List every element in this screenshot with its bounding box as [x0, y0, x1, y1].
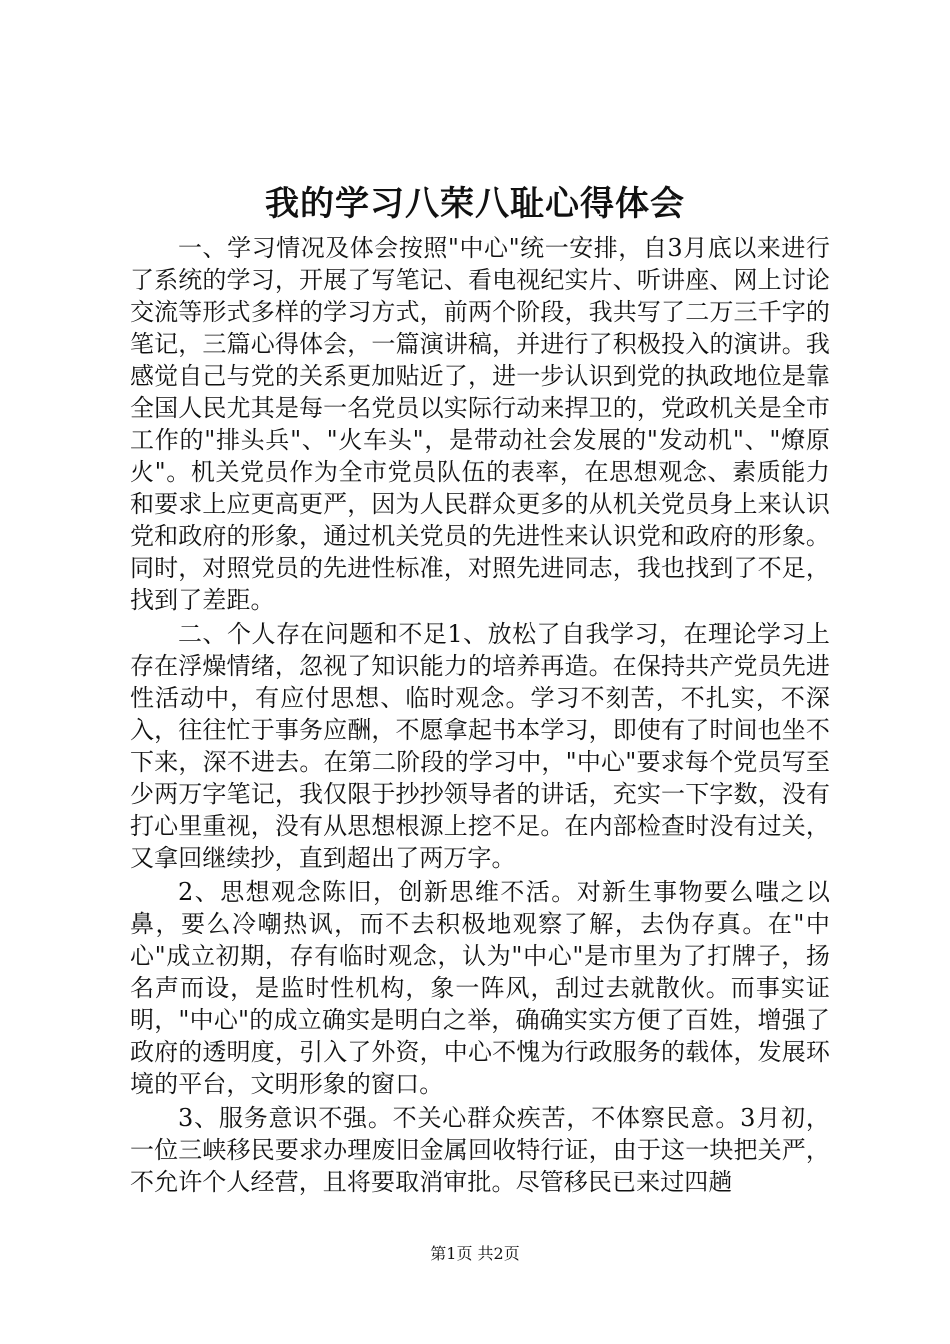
- page-number-footer: 第1页 共2页: [430, 1244, 520, 1263]
- document-body: [130, 232, 830, 1198]
- paragraph-service-awareness: 3、服务意识不强。不关心群众疾苦，不体察民意。3月初，一位三峡移民要求办理废旧金属回收特行证，由于这一块把关严，不允许个人经营，且将要取消审批。尽管移民已来过四趟: [130, 1104, 830, 1196]
- paragraph-outdated-thinking: 2、思想观念陈旧，创新思维不活。对新生事物要么嗤之以鼻，要么冷嘲热讽，而不去积极地观察了解，去伪存真。在"中心"成立初期，存有临时观念，认为"中心"是市里为了打牌子，扬名声而设，是监时性机构，象一阵风，刮过去就散伙。而事实证明，"中心"的成立确实是明白之举，确确实实方便了百姓，增强了政府的透明度，引入了外资，中心不愧为行政服务的载体，发展环境的平台，文明形象的窗口。: [130, 878, 830, 1098]
- paragraph-problems-shortcomings: 二、个人存在问题和不足1、放松了自我学习，在理论学习上存在浮燥情绪，忽视了知识能力的培养再造。在保持共产党员先进性活动中，有应付思想、临时观念。学习不刻苦，不扎实，不深入，往往忙于事务应酬，不愿拿起书本学习，即使有了时间也坐不下来，深不进去。在第二阶段的学习中，"中心"要求每个党员写至少两万字笔记，我仅限于抄抄领导者的讲话，充实一下字数，没有打心里重视，没有从思想根源上挖不足。在内部检查时没有过关，又拿回继续抄，直到超出了两万字。: [130, 620, 830, 872]
- document-title: 我的学习八荣八耻心得体会: [265, 184, 685, 224]
- paragraph-study-experience: 一、学习情况及体会按照"中心"统一安排，自3月底以来进行了系统的学习，开展了写笔记、看电视纪实片、听讲座、网上讨论交流等形式多样的学习方式，前两个阶段，我共写了二万三千字的笔记，三篇心得体会，一篇演讲稿，并进行了积极投入的演讲。我感觉自己与党的关系更加贴近了，进一步认识到党的执政地位是靠全国人民尤其是每一名党员以实际行动来捍卫的，党政机关是全市工作的"排头兵"、"火车头"，是带动社会发展的"发动机"、"燎原火"。机关党员作为全市党员队伍的表率，在思想观念、素质能力和要求上应更高更严，因为人民群众更多的从机关党员身上来认识党和政府的形象，通过机关党员的先进性来认识党和政府的形象。同时，对照党员的先进性标准，对照先进同志，我也找到了不足，找到了差距。: [130, 234, 830, 614]
